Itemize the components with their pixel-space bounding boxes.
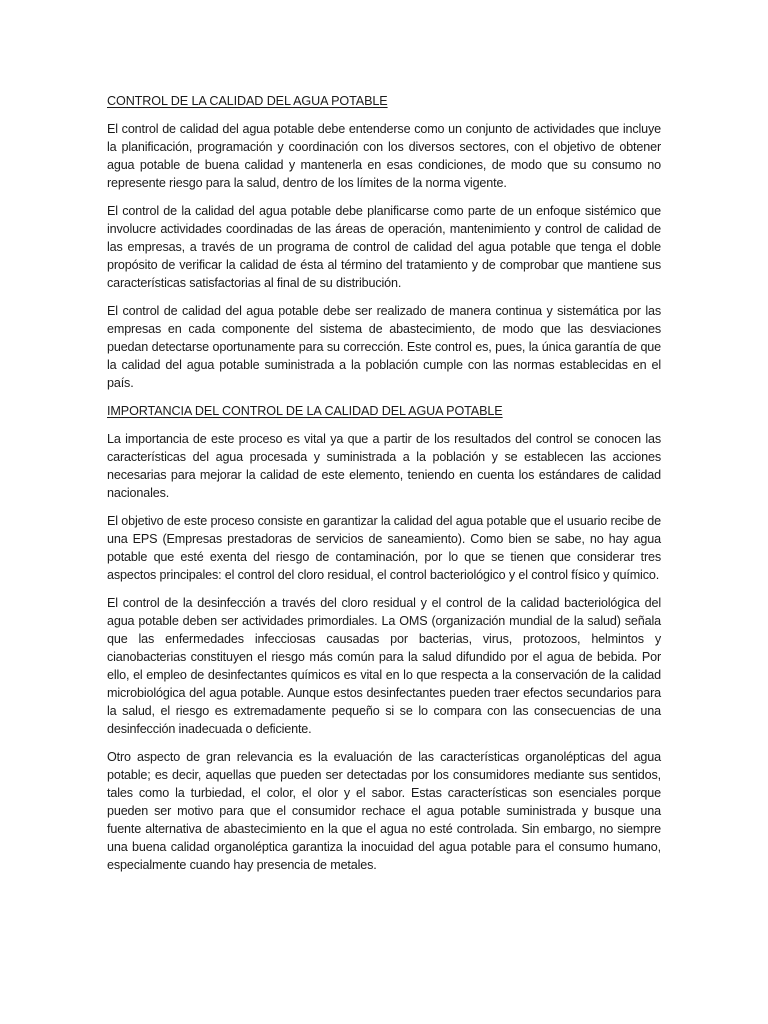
- paragraph-control-planning: El control de la calidad del agua potable debe planificarse como parte de un enfoque sistémico que involucre actividades coordinadas de las áreas de operación, mantenimiento y control de calidad de las empresas, a través de un programa de control de calidad del agua potable que tenga el doble propósito de verificar la calidad de ésta al término del tratamiento y de comprobar que mantiene sus características satisfactorias al final de su distribución.: [107, 204, 661, 290]
- paragraph-importance-objective: El objetivo de este proceso consiste en garantizar la calidad del agua potable que el usuario recibe de una EPS (Empresas prestadoras de servicios de saneamiento). Como bien se sabe, no hay agua potable que esté exenta del riesgo de contaminación, por lo que se tienen que considerar tres aspectos principales: el control del cloro residual, el control bacteriológico y el control físico y químico.: [107, 514, 661, 582]
- paragraph-importance-vital: La importancia de este proceso es vital ya que a partir de los resultados del control se conocen las características del agua procesada y suministrada a la población y se establecen las acciones necesarias para mejorar la calidad de este elemento, teniendo en cuenta los estándares de calidad nacionales.: [107, 432, 661, 500]
- paragraph-control-definition: El control de calidad del agua potable debe entenderse como un conjunto de actividades que incluye la planificación, programación y coordinación con los diversos sectores, con el objetivo de obtener agua potable de buena calidad y mantenerla en esas condiciones, de modo que su consumo no represente riesgo para la salud, dentro de los límites de la norma vigente.: [107, 122, 661, 190]
- section-heading-control: CONTROL DE LA CALIDAD DEL AGUA POTABLE: [107, 94, 388, 108]
- paragraph-control-continuity: El control de calidad del agua potable debe ser realizado de manera continua y sistemática por las empresas en cada componente del sistema de abastecimiento, de modo que las desviaciones puedan detectarse oportunamente para su corrección. Este control es, pues, la única garantía de que la calidad del agua potable suministrada a la población cumple con las normas establecidas en el país.: [107, 304, 661, 390]
- paragraph-importance-disinfection: El control de la desinfección a través del cloro residual y el control de la calidad bacteriológica del agua potable deben ser actividades primordiales. La OMS (organización mundial de la salud) señala que las enfermedades infecciosas causadas por bacterias, virus, protozoos, helmintos y cianobacterias constituyen el riesgo más común para la salud difundido por el agua de bebida. Por ello, el empleo de desinfectantes químicos es vital en lo que respecta a la conservación de la calidad microbiológica del agua potable. Aunque estos desinfectantes pueden traer efectos secundarios para la salud, el riesgo es extremadamente pequeño si se lo compara con las consecuencias de una desinfección inadecuada o deficiente.: [107, 596, 661, 736]
- document-page: [107, 92, 661, 884]
- paragraph-importance-organoleptic: Otro aspecto de gran relevancia es la evaluación de las características organolépticas del agua potable; es decir, aquellas que pueden ser detectadas por los consumidores mediante sus sentidos, tales como la turbiedad, el color, el olor y el sabor. Estas características son esenciales porque pueden ser motivo para que el consumidor rechace el agua potable suministrada y busque una fuente alternativa de abastecimiento en la que el agua no esté controlada. Sin embargo, no siempre una buena calidad organoléptica garantiza la inocuidad del agua potable para el consumo humano, especialmente cuando hay presencia de metales.: [107, 750, 661, 872]
- section-heading-importance: IMPORTANCIA DEL CONTROL DE LA CALIDAD DEL AGUA POTABLE: [107, 404, 503, 418]
